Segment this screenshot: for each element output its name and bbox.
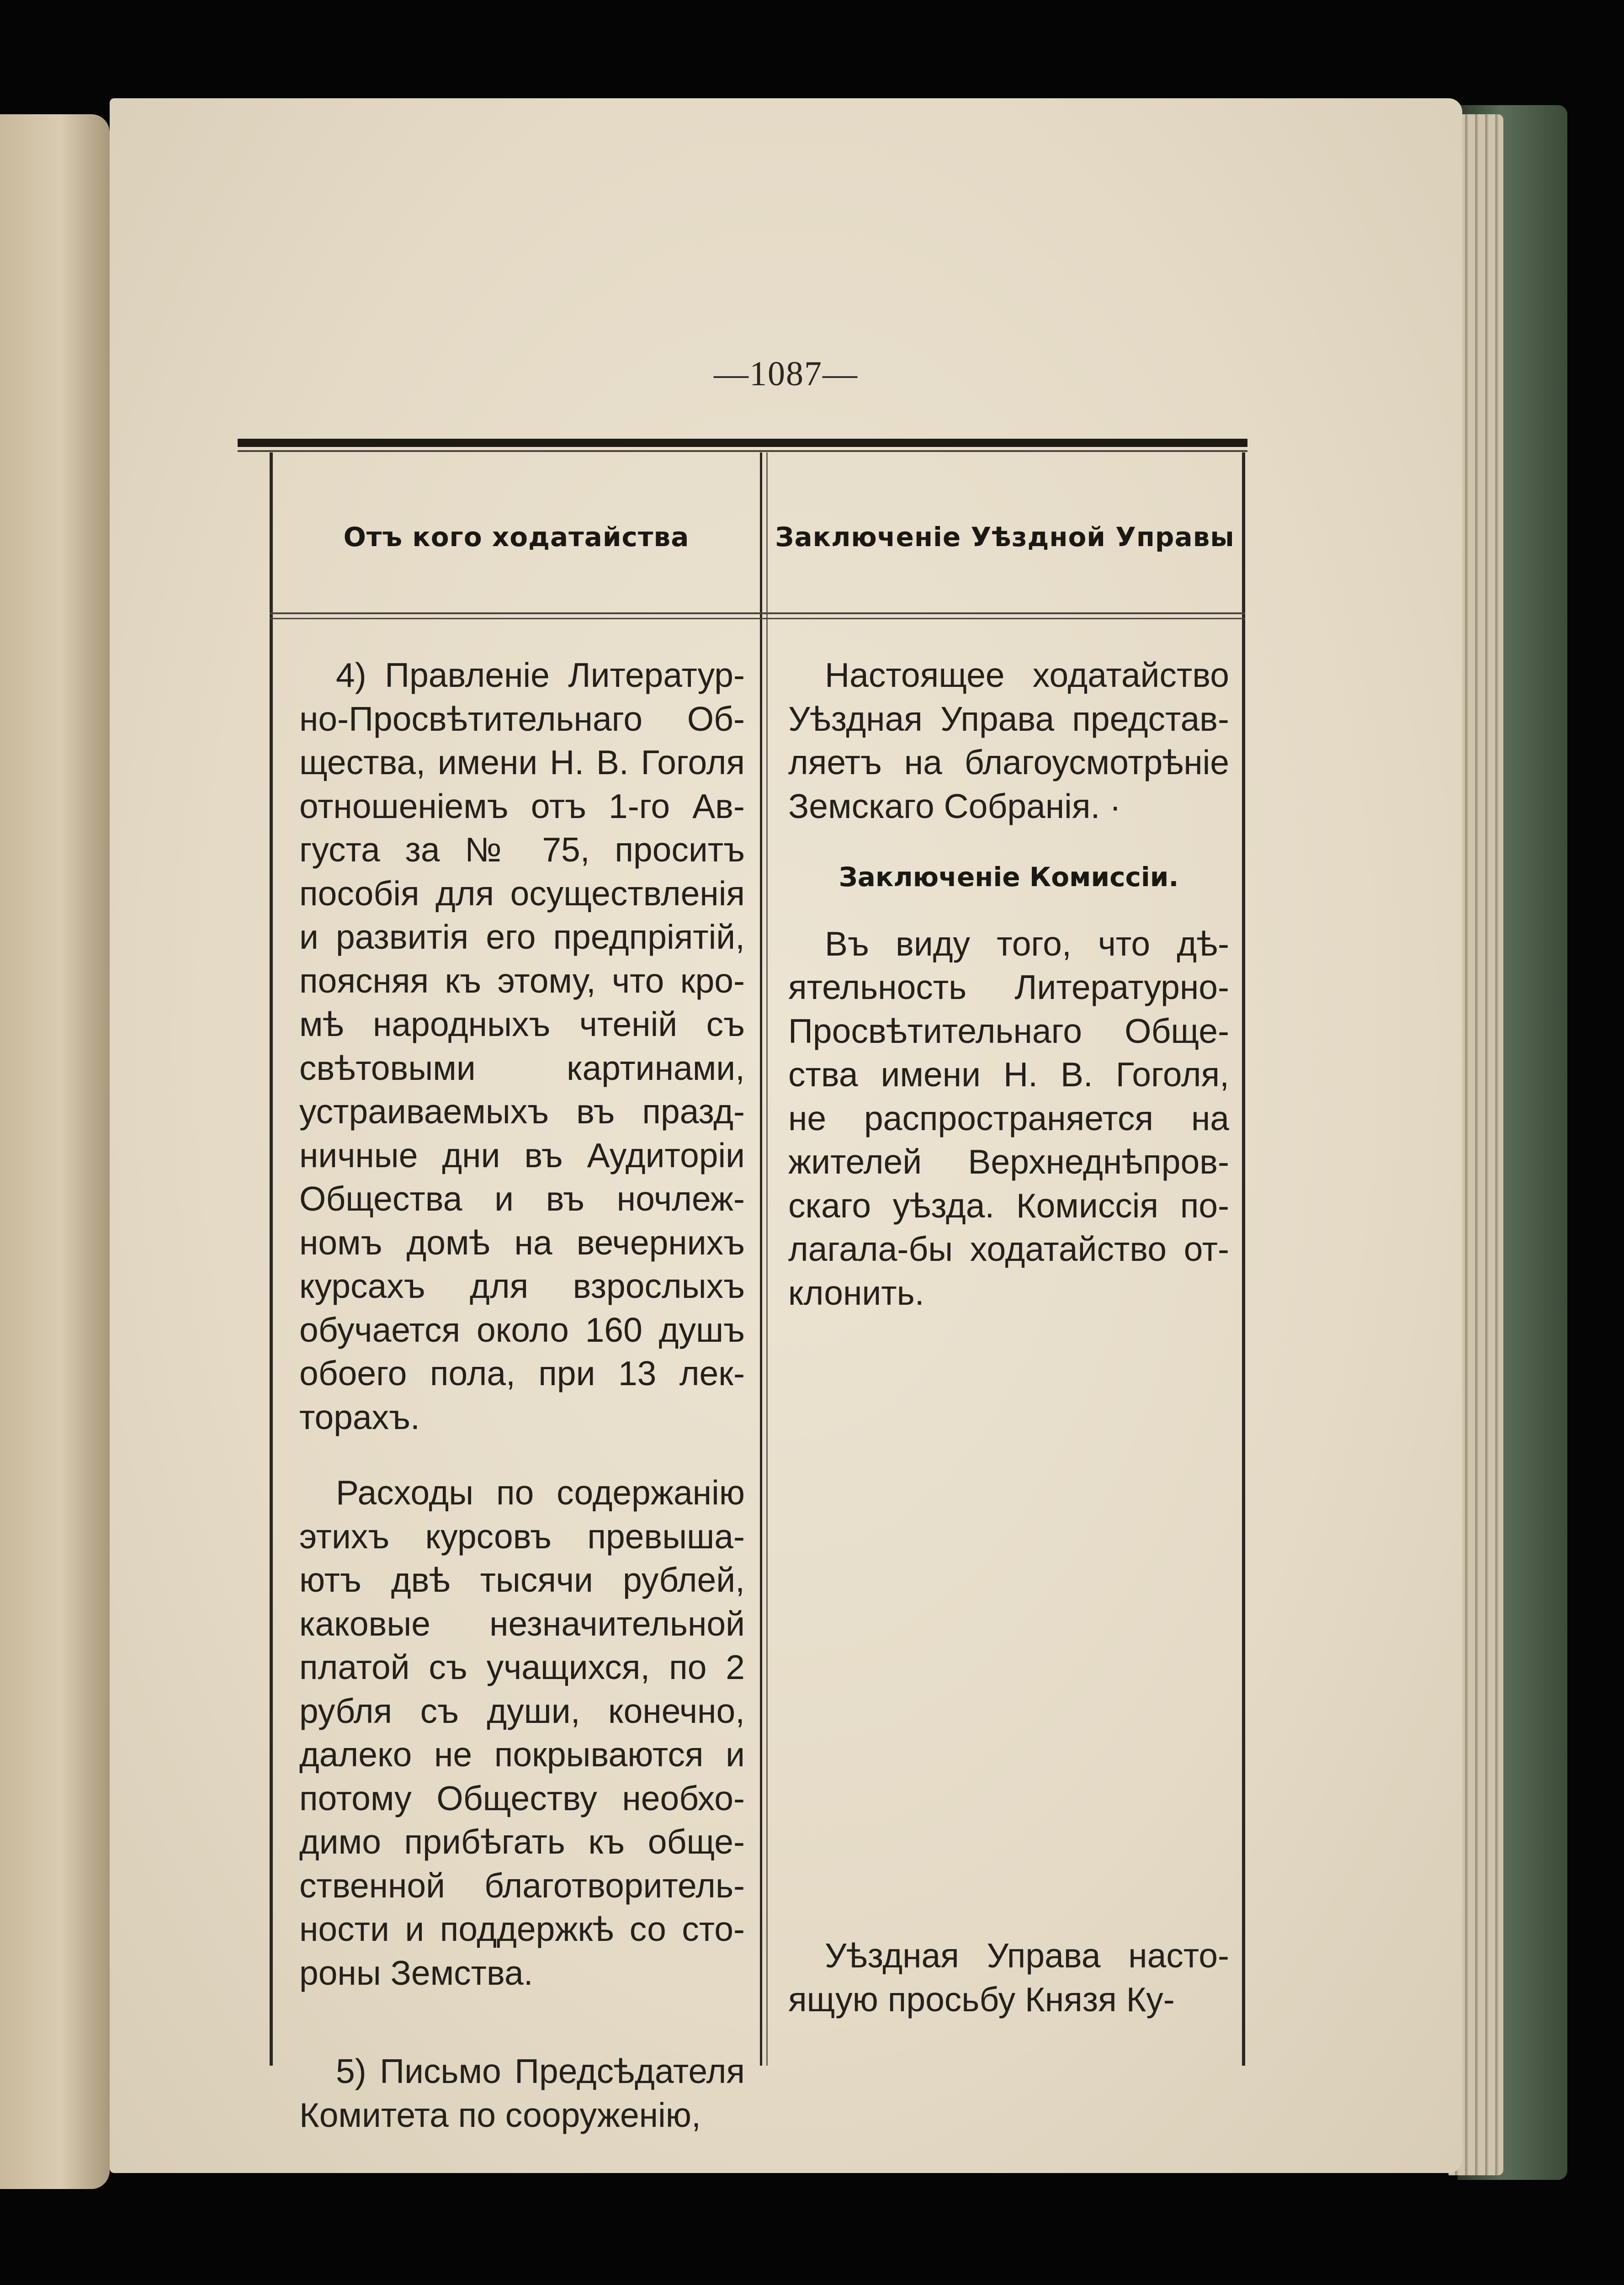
text-line: Просвѣтительнаго Обще- (788, 1011, 1229, 1050)
commission-subheading: Заключеніе Комиссіи. (839, 861, 1179, 893)
text-line: Расходы по содержанію (336, 1473, 745, 1512)
text-line: Общества и въ ночлеж- (299, 1180, 745, 1218)
text-line: 4) Правленіе Литератур- (336, 656, 745, 694)
text-line: свѣтовыми картинами, (299, 1048, 745, 1087)
left-paragraph-1 (299, 654, 745, 1439)
text-line: щества, имени Н. В. Гоголя (299, 743, 745, 781)
header-bottom-rule (270, 612, 1245, 614)
left-paragraph-2 (299, 1471, 745, 1995)
text-line: курсахъ для взрослыхъ (299, 1267, 745, 1305)
header-bottom-rule-2 (270, 618, 1245, 619)
table-center-divider (760, 452, 762, 2066)
text-line: скаго уѣзда. Комиссія по- (788, 1186, 1229, 1225)
header-right: Заключеніе Уѣздной Управы (775, 521, 1235, 553)
text-line: ности и поддержкѣ со сто- (299, 1910, 745, 1948)
table-right-border (1242, 452, 1245, 2066)
text-line: каковые незначительной (299, 1604, 745, 1643)
text-line: Земскаго Собранія. · (788, 786, 1121, 825)
text-line: ятельность Литературно- (788, 968, 1229, 1006)
text-line: ственной благотворитель- (299, 1866, 745, 1905)
right-paragraph-2 (788, 922, 1229, 1315)
text-line: ютъ двѣ тысячи рублей, (299, 1561, 745, 1599)
text-line: отношеніемъ отъ 1-го Ав- (299, 786, 745, 825)
text-line: лагала-бы ходатайство от- (788, 1230, 1229, 1268)
book-page (110, 98, 1462, 2173)
text-line: Настоящее ходатайство (825, 656, 1229, 694)
text-line: ства имени Н. В. Гоголя, (788, 1055, 1229, 1094)
text-line: номъ домѣ на вечернихъ (299, 1223, 745, 1262)
text-line: Комитета по сооруженію, (299, 2095, 701, 2134)
text-line: ящую просьбу Князя Ку- (788, 1980, 1175, 2019)
left-paragraph-3 (299, 2050, 745, 2137)
header-left: Отъ кого ходатайства (343, 521, 690, 553)
text-line: Въ виду того, что дѣ- (825, 924, 1229, 963)
text-line: ничные дни въ Аудиторіи (299, 1136, 745, 1174)
text-line: далеко не покрываются и (299, 1735, 745, 1774)
text-line: Уѣздная Управа представ- (788, 699, 1229, 738)
text-line: клонить. (788, 1273, 924, 1312)
right-paragraph-3 (788, 1934, 1229, 2021)
text-line: димо прибѣгать къ обще- (299, 1823, 745, 1861)
text-line: устраиваемыхъ въ празд- (299, 1092, 745, 1131)
left-facing-page (0, 114, 110, 2189)
text-line: обоего пола, при 13 лек- (299, 1354, 745, 1392)
text-line: и развитія его предпріятій, (299, 918, 745, 956)
text-line: платой съ учащихся, по 2 (299, 1648, 745, 1686)
table-top-rule (238, 439, 1247, 447)
text-line: торахъ. (299, 1398, 420, 1436)
text-line: ляетъ на благоусмотрѣніе (788, 743, 1229, 781)
text-line: этихъ курсовъ превыша- (299, 1517, 745, 1556)
text-line: пособія для осуществленія (299, 874, 745, 913)
table-top-rule-thin (238, 450, 1247, 452)
text-line: 5) Письмо Предсѣдателя (336, 2052, 745, 2090)
text-line: не распространяется на (788, 1099, 1229, 1137)
text-line: потому Обществу необхо- (299, 1779, 745, 1817)
table-left-border (270, 452, 273, 2066)
text-line: Уѣздная Управа насто- (825, 1936, 1229, 1975)
text-line: роны Земства. (299, 1953, 533, 1992)
text-line: поясняя къ этому, что кро- (299, 961, 745, 1000)
right-column-text (788, 654, 1229, 2019)
right-paragraph-1 (788, 654, 1229, 828)
text-line: рубля съ души, конечно, (299, 1691, 745, 1730)
text-line: но-Просвѣтительнаго Об- (299, 699, 745, 738)
text-line: обучается около 160 душъ (299, 1310, 745, 1349)
text-line: мѣ народныхъ чтеній съ (299, 1005, 745, 1043)
text-line: жителей Верхнеднѣпров- (788, 1142, 1229, 1181)
left-column-text (299, 654, 745, 2137)
page-number: —1087— (714, 355, 858, 393)
text-line: густа за № 75, проситъ (299, 830, 745, 869)
table-center-divider-inner (766, 452, 768, 2066)
